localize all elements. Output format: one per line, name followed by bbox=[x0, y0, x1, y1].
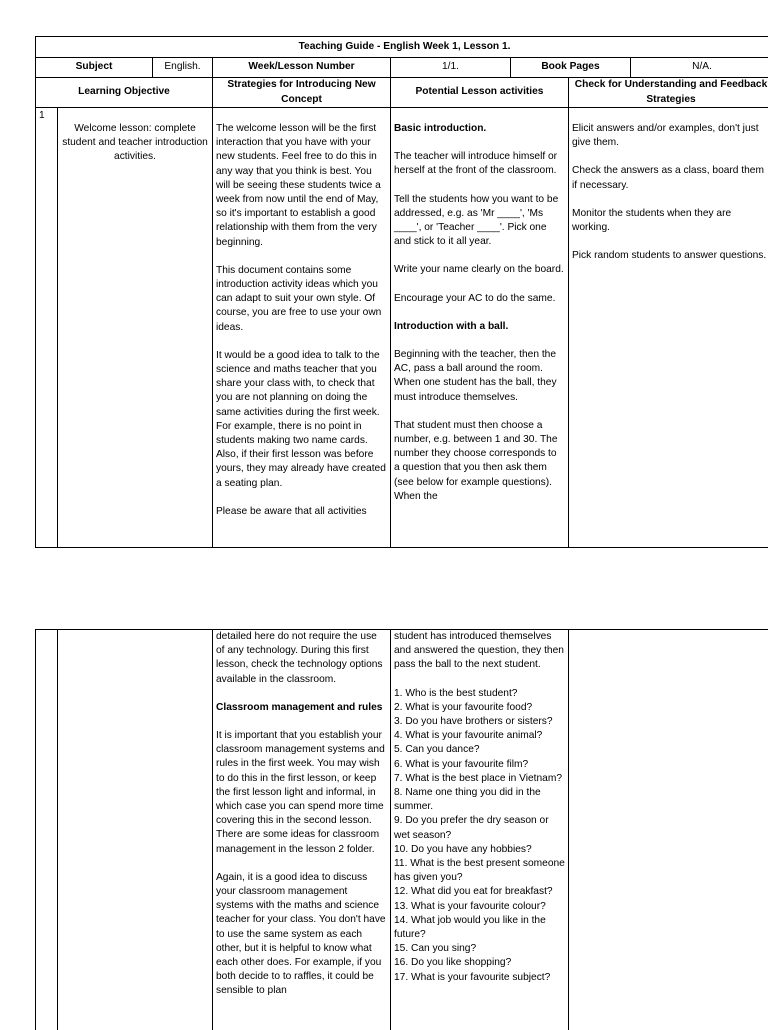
teaching-guide-table-continued bbox=[35, 629, 768, 1030]
strategies-heading: Classroom management and rules bbox=[216, 701, 387, 715]
week-lesson-label: Week/Lesson Number bbox=[213, 58, 391, 78]
subject-label: Subject bbox=[36, 58, 153, 78]
question-item: 13. What is your favourite colour? bbox=[394, 900, 565, 914]
book-pages-label: Book Pages bbox=[511, 58, 631, 78]
activity-paragraph: That student must then choose a number, e.g. between 1 and 30. The number they choose corresponds to a question that you then ask them (see below for example questions). When the bbox=[394, 419, 565, 504]
question-item: 3. Do you have brothers or sisters? bbox=[394, 715, 565, 729]
strategies-paragraph: detailed here do not require the use of any technology. During this first lesson, check the technology options available in the classroom. bbox=[216, 630, 387, 687]
question-item: 9. Do you prefer the dry season or wet season? bbox=[394, 814, 565, 842]
col-header-strategies: Strategies for Introducing New Concept bbox=[213, 78, 391, 108]
row-number-cell bbox=[36, 630, 58, 1030]
learning-objective-cell: Welcome lesson: complete student and teacher introduction activities. bbox=[58, 108, 213, 548]
strategies-paragraph: It would be a good idea to talk to the science and maths teacher that you share your class with, to check that you are not planning on doing the same activities during the first week. For example, there is no point in students making two name cards. Also, if their first lesson was before yours, they may already have created a seating plan. bbox=[216, 349, 387, 491]
question-item: 7. What is the best place in Vietnam? bbox=[394, 772, 565, 786]
question-item: 4. What is your favourite animal? bbox=[394, 729, 565, 743]
question-list bbox=[394, 687, 565, 985]
check-paragraph: Elicit answers and/or examples, don't just give them. bbox=[572, 122, 768, 150]
question-item: 15. Can you sing? bbox=[394, 942, 565, 956]
strategies-paragraph: Please be aware that all activities bbox=[216, 505, 387, 519]
teaching-guide-table bbox=[35, 36, 768, 548]
check-cell bbox=[569, 630, 768, 1030]
check-paragraph: Check the answers as a class, board them if necessary. bbox=[572, 164, 768, 192]
strategies-paragraph: This document contains some introduction activity ideas which you can adapt to suit your own style. Of course, you are free to use your own ideas. bbox=[216, 264, 387, 335]
col-header-check: Check for Understanding and Feedback Strategies bbox=[569, 78, 768, 108]
activity-paragraph: student has introduced themselves and answered the question, they then pass the ball to the next student. bbox=[394, 630, 565, 673]
check-cell bbox=[569, 108, 768, 548]
strategies-cell bbox=[213, 630, 391, 1030]
col-header-objective: Learning Objective bbox=[36, 78, 213, 108]
activity-paragraph: Write your name clearly on the board. bbox=[394, 263, 565, 277]
activity-paragraph: Beginning with the teacher, then the AC, pass a ball around the room. When one student has the ball, they must introduce themselves. bbox=[394, 348, 565, 405]
activity-paragraph: Tell the students how you want to be addressed, e.g. as 'Mr ____', 'Ms ____', or 'Teacher ____'. Pick one and stick to it all year. bbox=[394, 193, 565, 250]
question-item: 11. What is the best present someone has given you? bbox=[394, 857, 565, 885]
book-pages-value: N/A. bbox=[631, 58, 768, 78]
week-lesson-value: 1/1. bbox=[391, 58, 511, 78]
guide-title: Teaching Guide - English Week 1, Lesson 1. bbox=[36, 37, 768, 58]
question-item: 12. What did you eat for breakfast? bbox=[394, 885, 565, 899]
question-item: 16. Do you like shopping? bbox=[394, 956, 565, 970]
activity-heading: Basic introduction. bbox=[394, 122, 565, 136]
question-item: 14. What job would you like in the future? bbox=[394, 914, 565, 942]
question-item: 2. What is your favourite food? bbox=[394, 701, 565, 715]
col-header-activities: Potential Lesson activities bbox=[391, 78, 569, 108]
strategies-paragraph: Again, it is a good idea to discuss your classroom management systems with the maths and science teacher for your class. You don't have to use the same system as each other, but it is helpful to know what each other does. For example, if you both decide to to raffles, it could be sensible to plan bbox=[216, 871, 387, 999]
strategies-paragraph: It is important that you establish your classroom management systems and rules in the first week. You may wish to do this in the first lesson, or keep the first lesson light and informal, in which case you can spend more time covering this in the second lesson. There are some ideas for classroom management in the lesson 2 folder. bbox=[216, 729, 387, 857]
learning-objective-cell bbox=[58, 630, 213, 1030]
check-paragraph: Monitor the students when they are working. bbox=[572, 207, 768, 235]
question-item: 10. Do you have any hobbies? bbox=[394, 843, 565, 857]
activity-heading: Introduction with a ball. bbox=[394, 320, 565, 334]
question-item: 17. What is your favourite subject? bbox=[394, 971, 565, 985]
subject-value: English. bbox=[153, 58, 213, 78]
question-item: 5. Can you dance? bbox=[394, 743, 565, 757]
activity-paragraph: Encourage your AC to do the same. bbox=[394, 292, 565, 306]
question-item: 8. Name one thing you did in the summer. bbox=[394, 786, 565, 814]
question-item: 6. What is your favourite film? bbox=[394, 758, 565, 772]
check-paragraph: Pick random students to answer questions. bbox=[572, 249, 768, 263]
strategies-paragraph: The welcome lesson will be the first interaction that you have with your new students. Feel free to do this in any way that you think is best. You will be seeing these students twice a week from now until the end of May, so it's important to establish a good relationship with them from the very beginning. bbox=[216, 122, 387, 250]
question-item: 1. Who is the best student? bbox=[394, 687, 565, 701]
activity-paragraph: The teacher will introduce himself or herself at the front of the classroom. bbox=[394, 150, 565, 178]
strategies-cell bbox=[213, 108, 391, 548]
row-number: 1 bbox=[36, 108, 58, 548]
activities-cell bbox=[391, 108, 569, 548]
activities-cell bbox=[391, 630, 569, 1030]
